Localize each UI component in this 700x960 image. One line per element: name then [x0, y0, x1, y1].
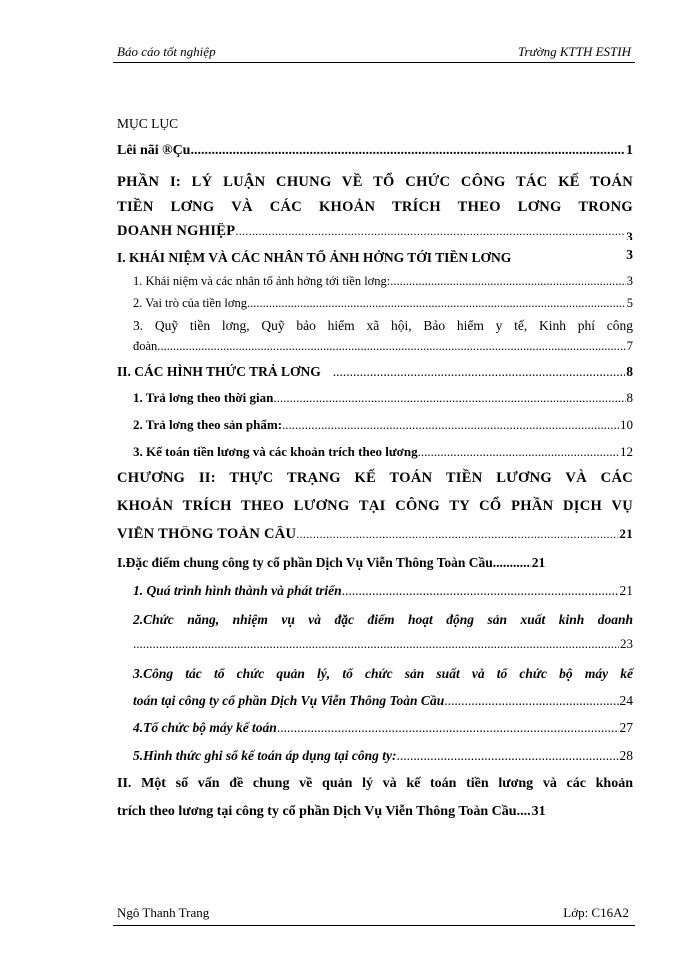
toc-page-number: 3: [626, 229, 633, 240]
toc-entry-text: 4.Tổ chức bộ máy kế toán: [133, 720, 277, 735]
toc-page-number: 3: [626, 250, 633, 262]
leader-dots: [342, 583, 619, 599]
page-footer: [113, 903, 635, 926]
toc-page-number: 28: [619, 748, 633, 763]
toc-entry-text: trích theo lương tại công ty cổ phần Dịch Vụ Viễn Thông Toàn Cầu: [117, 804, 517, 819]
toc-page-number: 27: [619, 720, 633, 735]
header-school-name: Trường KTTH ESTIH: [517, 44, 631, 59]
footer-class: Lớp: C16A2: [563, 905, 629, 920]
toc-entry-ch2-section-2-line1[interactable]: II. Một số vấn đề chung về quản lý và kế toán tiền lương và các khoản: [117, 776, 633, 791]
toc-entry-ch2-1-4[interactable]: [133, 720, 633, 736]
toc-entry-chapter2[interactable]: [117, 526, 633, 543]
toc-entry-ch2-section-2[interactable]: [117, 804, 633, 820]
toc-entry-ch2-1-1[interactable]: [133, 583, 633, 599]
toc-entry-ch2-1-3[interactable]: [133, 693, 633, 709]
toc-page-number: 21: [531, 555, 546, 570]
leader-dots: [190, 143, 625, 159]
toc-entry-2-1[interactable]: [133, 390, 633, 406]
toc-entry-text: Lêi nãi ®Çu: [117, 143, 191, 158]
footer-author: Ngô Thanh Trang: [117, 905, 210, 920]
leader-dots: [133, 636, 619, 652]
toc-title: MỤC LỤC: [117, 116, 179, 131]
leader-dots: [333, 364, 625, 380]
toc-entry-text: DOANH NGHIỆP: [117, 223, 236, 239]
toc-entry-ch2-1-5[interactable]: [133, 748, 633, 764]
toc-entry-1-1[interactable]: [133, 274, 633, 289]
toc-page-number: 23: [620, 636, 633, 651]
toc-entry-1-3[interactable]: [133, 339, 633, 354]
toc-entry-text: 3. Kế toán tiền lương và các khoản trích theo lương: [133, 444, 418, 459]
leader-dots: [444, 693, 618, 709]
toc-entry-intro[interactable]: [117, 143, 633, 159]
toc-page-number: 10: [620, 417, 633, 432]
toc-part1-line1[interactable]: PHẦN I: LÝ LUẬN CHUNG VỀ TỔ CHỨC CÔNG TÁC KẾ TOÁN: [117, 174, 633, 190]
toc-entry-2-3[interactable]: [133, 444, 633, 460]
toc-page-number: 24: [619, 693, 633, 708]
toc-page-number: 8: [626, 390, 633, 405]
toc-page-number: 7: [626, 339, 633, 353]
toc-page-number: 1: [626, 143, 633, 158]
page-header: [113, 42, 635, 63]
leader-dots: [277, 720, 619, 736]
toc-entry-text: I. KHÁI NIỆM VÀ CÁC NHÂN TỐ ẢNH HỞNG TỚI TIỀN LƠNG: [117, 250, 512, 265]
toc-entry-text: I.Đặc điểm chung công ty cổ phần Dịch Vụ Viễn Thông Toàn Cầu: [117, 555, 493, 570]
toc-entry-2-2[interactable]: [133, 417, 633, 433]
toc-entry-section-2[interactable]: [117, 364, 633, 380]
toc-entry-text: 1. Trả lơng theo thời gian: [133, 390, 274, 405]
toc-entry-1-2[interactable]: [133, 296, 633, 311]
toc-page-number: 12: [620, 444, 633, 459]
toc-entry-section-1[interactable]: [117, 250, 633, 266]
leader-dots: [273, 390, 625, 406]
leader-dots: [282, 417, 619, 433]
toc-chapter2-line1[interactable]: CHƯƠNG II: THỰC TRẠNG KẾ TOÁN TIỀN LƯƠNG VÀ CÁC: [117, 470, 633, 486]
leader-dots: [160, 339, 625, 354]
toc-page-number: 31: [531, 804, 546, 819]
toc-entry-text: 2. Trả lơng theo sản phẩm:: [133, 417, 283, 432]
leader-dots: [517, 804, 531, 820]
toc-entry-ch2-section-1[interactable]: [117, 555, 633, 571]
header-report-title: Báo cáo tốt nghiệp: [117, 44, 216, 59]
leader-dots: [418, 444, 619, 460]
toc-page-number: 8: [626, 364, 633, 379]
toc-entry-ch2-1-2-line1[interactable]: 2.Chức năng, nhiệm vụ và đặc điểm hoạt động sản xuất kinh doanh: [133, 612, 633, 627]
toc-entry-1-3-line1[interactable]: 3. Quỹ tiền lơng, Quỹ bảo hiểm xã hội, Bảo hiểm y tế, Kinh phí công: [133, 318, 633, 333]
toc-entry-text: II. CÁC HÌNH THỨC TRẢ LƠNG: [117, 364, 321, 379]
toc-page-number: 5: [626, 296, 633, 310]
toc-page-number: 21: [619, 583, 633, 598]
toc-entry-text: 1. Quá trình hình thành và phát triển: [133, 583, 342, 598]
toc-page-number: 21: [619, 526, 633, 541]
leader-dots: [397, 748, 619, 764]
toc-entry-text: 5.Hình thức ghi sổ kế toán áp dụng tại công ty:: [133, 748, 397, 763]
leader-dots: [296, 527, 618, 542]
leader-dots: [493, 555, 531, 571]
toc-page-number: 3: [626, 274, 633, 288]
toc-entry-text: 2. Vai trò của tiền lơng.: [133, 296, 251, 310]
toc-entry-text: đoàn.: [133, 339, 161, 353]
toc-part1-line2[interactable]: TIỀN LƠNG VÀ CÁC KHOẢN TRÍCH THEO LƠNG TRONG: [117, 199, 633, 215]
toc-entry-ch2-1-2[interactable]: [133, 636, 633, 652]
toc-chapter2-line2[interactable]: KHOẢN TRÍCH THEO LƯƠNG TẠI CÔNG TY CỔ PHẦN DỊCH VỤ: [117, 498, 633, 514]
leader-dots: [235, 224, 625, 239]
toc-entry-text: VIỄN THÔNG TOÀN CẦU: [117, 526, 297, 542]
toc-entry-text: toán tại công ty cổ phần Dịch Vụ Viễn Thông Toàn Cầu: [133, 693, 445, 708]
leader-dots: [390, 274, 625, 289]
leader-dots: [250, 296, 626, 311]
toc-entry-ch2-1-3-line1[interactable]: 3.Công tác tổ chức quản lý, tổ chức sản suất và tổ chức bộ máy kế: [133, 666, 633, 681]
toc-entry-part1[interactable]: [117, 223, 633, 240]
toc-entry-text: 1. Khái niệm và các nhân tố ảnh hởng tới tiền lơng:: [133, 274, 391, 288]
